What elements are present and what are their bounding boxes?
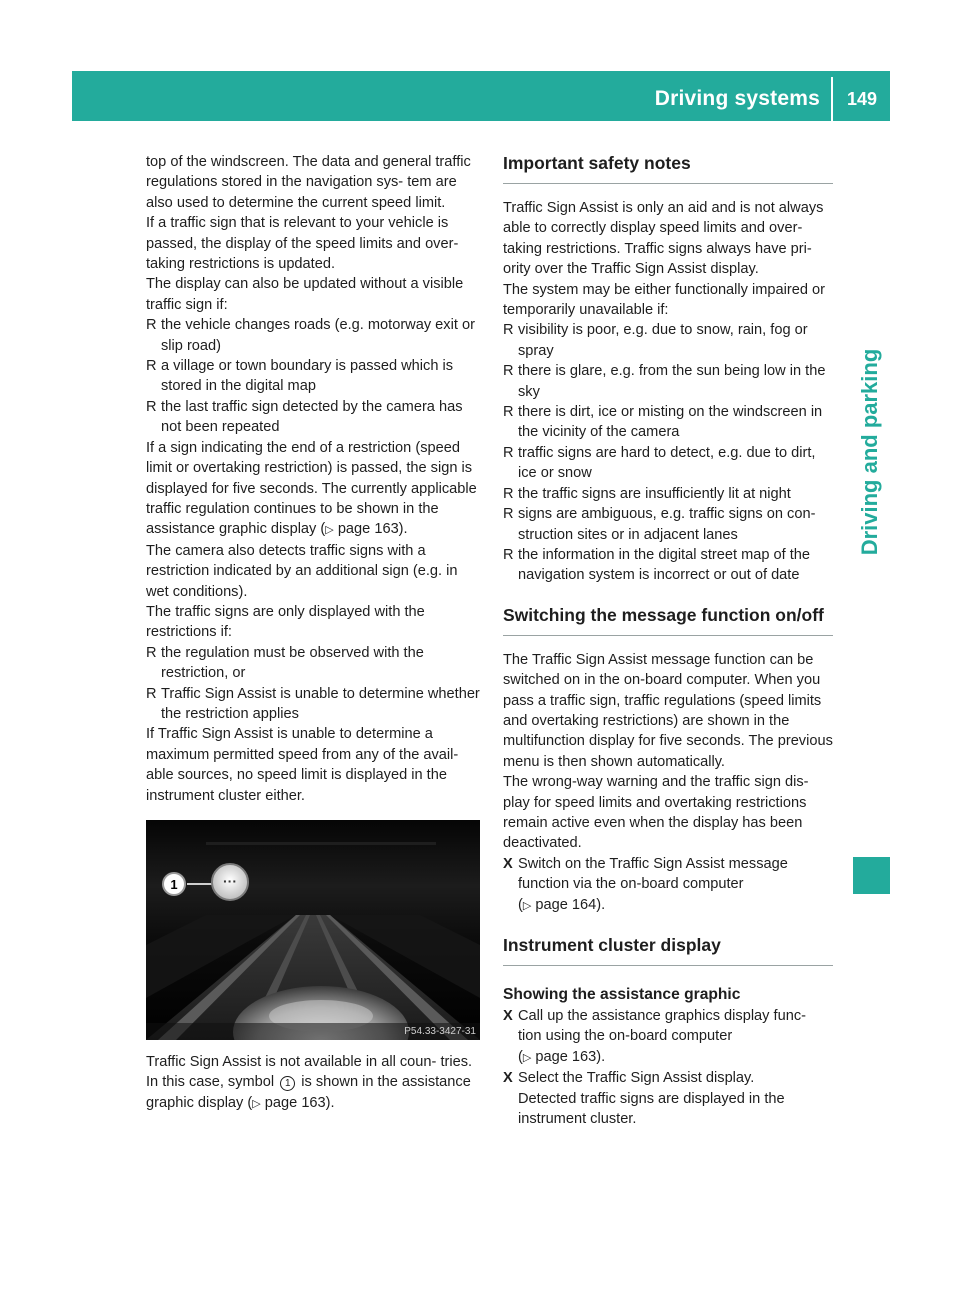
bullet-icon: R: [146, 398, 157, 415]
bullet-item: R the traffic signs are insufficiently lit at night: [503, 484, 833, 504]
bullet-item: R the regulation must be observed with the restriction, or: [146, 644, 424, 682]
page-reference-icon: ▷: [325, 524, 334, 537]
bullet-item: R the vehicle changes roads (e.g. motorway exit or slip road): [146, 317, 475, 354]
chapter-label: Driving and parking: [857, 348, 882, 556]
instruction-icon: X: [503, 1070, 513, 1087]
bullet-icon: R: [146, 317, 157, 334]
bullet-item: R a village or town boundary is passed which is stored in the digital map: [146, 358, 454, 395]
paragraph: The system may be either functionally impaired or temporarily unavailable if:: [503, 281, 826, 319]
bullet-item: R there is dirt, ice or misting on the windscreen in the vicinity of the camera: [503, 404, 823, 441]
bullet-item: R Traffic Sign Assist is unable to determine whether the restriction applies: [146, 685, 480, 722]
bullet-icon: R: [503, 444, 514, 461]
bullet-icon: R: [503, 404, 514, 421]
instruction-icon: X: [503, 855, 513, 872]
chapter-marker: [853, 857, 890, 894]
bullet-icon: R: [503, 485, 514, 502]
paragraph: Traffic Sign Assist is only an aid and is not always able to correctly display speed limits and over- taking restrictions. Traffic signs always have pri- ority over the Traffic Sign Assist display.: [503, 200, 824, 278]
paragraph: If Traffic Sign Assist is unable to determine a maximum permitted speed from any of the avail- able sources, no speed limit is displayed in the instrument cluster either.: [146, 726, 459, 804]
heading-switching-message: Switching the message function on/off: [503, 604, 833, 636]
bullet-item: R the information in the digital street map of the navigation system is incorrect or out of date: [503, 546, 811, 584]
bullet-item: R traffic signs are hard to detect, e.g. due to dirt, ice or snow: [503, 444, 816, 482]
page-reference-link[interactable]: page 163).: [264, 1094, 335, 1111]
paragraph: If a traffic sign that is relevant to your vehicle is passed, the display of the speed limits and over- taking restrictions is updated.: [146, 215, 459, 273]
header-bar: [72, 71, 890, 121]
page-number: 149: [846, 89, 878, 109]
symbol-1-icon: 1: [280, 1076, 295, 1091]
bullet-icon: R: [146, 685, 157, 702]
paragraph: The display can also be updated without a visible traffic sign if:: [146, 276, 464, 313]
paragraph: The wrong-way warning and the traffic sign dis- play for speed limits and overtaking restrictions remain active even when the display has been deactivated.: [503, 774, 809, 852]
paragraph: If a sign indicating the end of a restriction (speed limit or overtaking restriction) is passed, the sign is displayed for five seconds. The currently applicable traffic regulation continues to be shown in the assistance graphic display (▷ page 163).: [146, 439, 477, 538]
figure-code: P54.33-3427-31: [404, 1026, 476, 1037]
road-graphic: [146, 820, 480, 1040]
paragraph: The camera also detects traffic signs with a restriction indicated by an additional sign (e.g. in wet conditions).: [146, 542, 458, 600]
heading-safety-notes: Important safety notes: [503, 152, 833, 184]
page-reference-link[interactable]: page 164).: [535, 896, 606, 913]
bullet-item: R signs are ambiguous, e.g. traffic signs on con- struction sites or in adjacent lanes: [503, 506, 816, 543]
left-column: [146, 152, 481, 1114]
instruction-item: X Call up the assistance graphics display func- tion using the on-board computer (▷ page 163).: [503, 1008, 806, 1065]
page-reference-icon: ▷: [522, 1051, 532, 1064]
no-speed-limit-sign: ···: [223, 873, 237, 889]
header-divider: [831, 77, 833, 121]
callout-marker-1: 1: [170, 877, 178, 892]
assistance-graphic-figure: [146, 820, 480, 1040]
instruction-result: Detected traffic signs are displayed in the instrument cluster.: [518, 1090, 785, 1128]
figure-caption: Traffic Sign Assist is not available in all coun- tries. In this case, symbol 1 is shown in the assistance graphic display (▷ page 163).: [146, 1054, 473, 1111]
bullet-icon: R: [503, 546, 514, 563]
bullet-icon: R: [503, 363, 514, 380]
bullet-icon: R: [503, 506, 514, 523]
page-reference-icon: ▷: [522, 899, 532, 912]
subheading-showing-graphic: Showing the assistance graphic: [503, 986, 741, 1003]
right-column: [503, 152, 833, 1129]
bullet-item: R visibility is poor, e.g. due to snow, rain, fog or spray: [503, 322, 808, 359]
bullet-item: R the last traffic sign detected by the camera has not been repeated: [146, 398, 463, 436]
instruction-icon: X: [503, 1008, 513, 1024]
instruction-item: X Switch on the Traffic Sign Assist message function via the on-board computer (▷ page 164).: [503, 855, 788, 913]
page-reference-link[interactable]: page 163).: [337, 521, 408, 538]
paragraph: The Traffic Sign Assist message function can be switched on in the on-board computer. When you pass a traffic sign, traffic regulations (speed limits and overtaking restrictions) are shown in the multifunction display for five seconds. The previous menu is then shown automatically.: [503, 651, 833, 770]
instruction-item: X Select the Traffic Sign Assist display.: [503, 1068, 833, 1088]
bullet-icon: R: [146, 644, 157, 661]
paragraph: top of the windscreen. The data and general traffic regulations stored in the navigation sys- tem are also used to determine the current speed limit.: [146, 154, 471, 211]
page-reference-icon: ▷: [252, 1097, 261, 1110]
paragraph: The traffic signs are only displayed with the restrictions if:: [146, 603, 425, 641]
section-title: Driving systems: [654, 87, 820, 110]
bullet-item: R there is glare, e.g. from the sun being low in the sky: [503, 363, 826, 400]
page-reference-link[interactable]: page 163).: [535, 1048, 606, 1065]
bullet-icon: R: [503, 322, 514, 339]
bullet-icon: R: [146, 358, 157, 375]
heading-instrument-cluster: Instrument cluster display: [503, 934, 833, 966]
